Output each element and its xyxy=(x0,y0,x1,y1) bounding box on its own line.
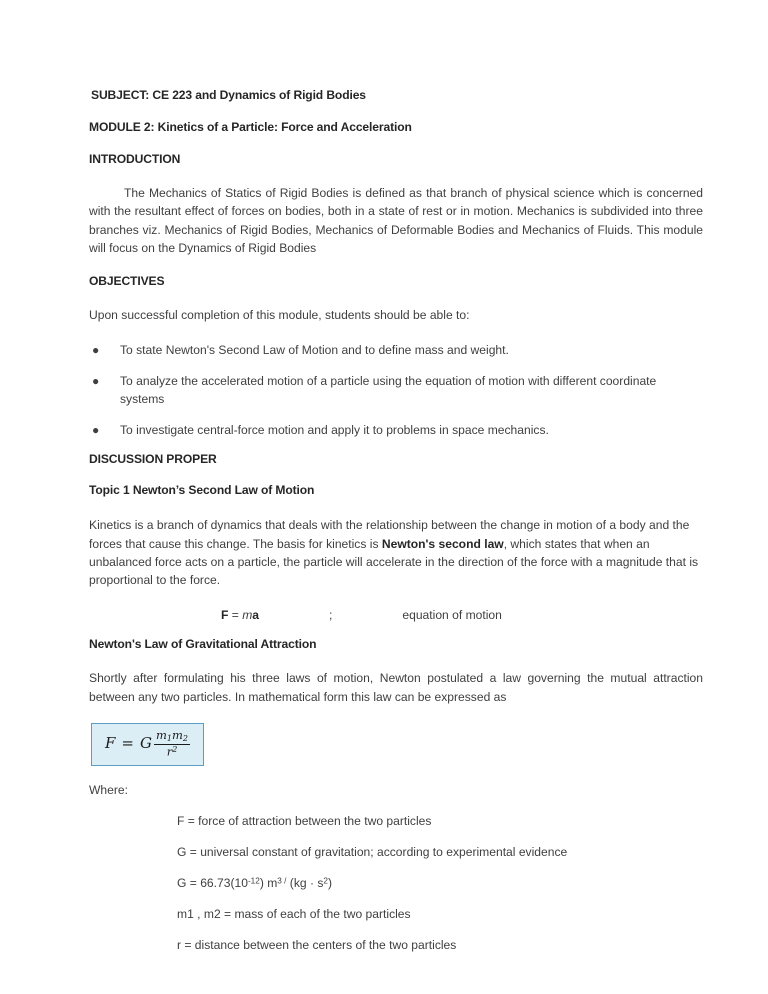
objectives-list xyxy=(89,341,703,440)
formula-equals: = xyxy=(121,734,134,753)
formula-numerator xyxy=(154,727,190,744)
document-content xyxy=(89,88,703,968)
definition-text-units: (kg · s xyxy=(286,876,324,891)
introduction-paragraph: The Mechanics of Statics of Rigid Bodies is defined as that branch of physical science which is concerned with the resultant effect of forces on bodies, both in a state of rest or in motion. Mechanics is subdivided into three branches viz. Mechanics of Rigid Bodies, Mechanics of Deformable Bodies and Mechanics of Fluids. This module will focus on the Dynamics of Rigid Bodies xyxy=(89,185,703,256)
objective-text: To state Newton's Second Law of Motion and to define mass and weight. xyxy=(120,342,509,357)
topic1-heading: Topic 1 Newton’s Second Law of Motion xyxy=(89,482,315,497)
mass2-subscript: 2 xyxy=(182,733,189,743)
mass2-symbol: m xyxy=(172,727,183,742)
list-item: m1 , m2 = mass of each of the two particles xyxy=(177,907,411,922)
definitions-list xyxy=(89,812,703,955)
topic1-text-part1: Kinetics is a branch of dynamics that deals with the relationship between the change in motion of a body and the forces that cause this change. The basis for kinetics is xyxy=(89,518,690,551)
gravitation-formula xyxy=(105,727,190,759)
formula-lhs: F xyxy=(105,734,116,753)
radius-exponent: 2 xyxy=(172,744,178,754)
exponent-two: 2 xyxy=(323,876,328,886)
formula-gravitational-constant: G xyxy=(140,734,152,753)
definition-text: G = 66.73(10 xyxy=(177,876,248,891)
bullet-icon: ● xyxy=(92,423,100,438)
bullet-icon: ● xyxy=(92,342,100,357)
exponent-three: 3 / xyxy=(277,876,287,886)
radius-symbol: r xyxy=(166,744,173,759)
module-title: MODULE 2: Kinetics of a Particle: Force and Acceleration xyxy=(89,119,412,134)
bullet-icon: ● xyxy=(92,373,100,388)
mass1-subscript: 1 xyxy=(166,733,173,743)
objectives-heading: OBJECTIVES xyxy=(89,273,165,288)
formula-denominator xyxy=(154,744,190,758)
gravitation-heading: Newton's Law of Gravitational Attraction xyxy=(89,637,317,652)
gravitation-formula-box xyxy=(91,723,204,766)
topic1-text-part2: , which states that when an unbalanced force acts on a particle, the particle will accelerate in the direction of the force with a magnitude that is proportional to the force. xyxy=(89,536,699,588)
where-label: Where: xyxy=(89,782,128,797)
mass-symbol: m xyxy=(242,608,253,623)
objective-text: To analyze the accelerated motion of a particle using the equation of motion with different coordinate systems xyxy=(120,373,657,407)
list-item: F = force of attraction between the two particles xyxy=(177,813,432,828)
formula-fraction xyxy=(154,727,190,759)
objectives-intro: Upon successful completion of this module, students should be able to: xyxy=(89,307,470,322)
subject-line: SUBJECT: CE 223 and Dynamics of Rigid Bodies xyxy=(91,88,366,102)
introduction-heading: INTRODUCTION xyxy=(89,151,181,166)
exponent-minus-twelve: -12 xyxy=(247,876,260,886)
list-item xyxy=(89,372,703,408)
list-item xyxy=(89,421,703,439)
mass1-symbol: m xyxy=(155,727,167,742)
objective-text: To investigate central-force motion and apply it to problems in space mechanics. xyxy=(120,423,549,438)
force-symbol: F xyxy=(221,608,229,623)
list-item: r = distance between the centers of the two particles xyxy=(177,938,457,953)
list-item xyxy=(177,874,703,892)
acceleration-symbol: a xyxy=(252,608,259,623)
discussion-proper-heading: DISCUSSION PROPER xyxy=(89,452,217,467)
equals-sign: = xyxy=(228,608,243,623)
definition-text-end: ) xyxy=(327,876,333,891)
topic1-bold-phrase: Newton's second law xyxy=(381,536,504,551)
equation-of-motion-line xyxy=(89,606,703,624)
list-item: G = universal constant of gravitation; according to experimental evidence xyxy=(177,845,568,860)
list-item xyxy=(89,341,703,359)
equation-label: equation of motion xyxy=(402,608,502,623)
semicolon-separator: ; xyxy=(329,608,333,623)
gravitation-paragraph: Shortly after formulating his three laws of motion, Newton postulated a law governing the mutual attraction between any two particles. In mathematical form this law can be expressed as xyxy=(89,671,703,704)
definition-text-mid: ) m xyxy=(259,876,278,891)
topic1-paragraph xyxy=(89,516,703,590)
